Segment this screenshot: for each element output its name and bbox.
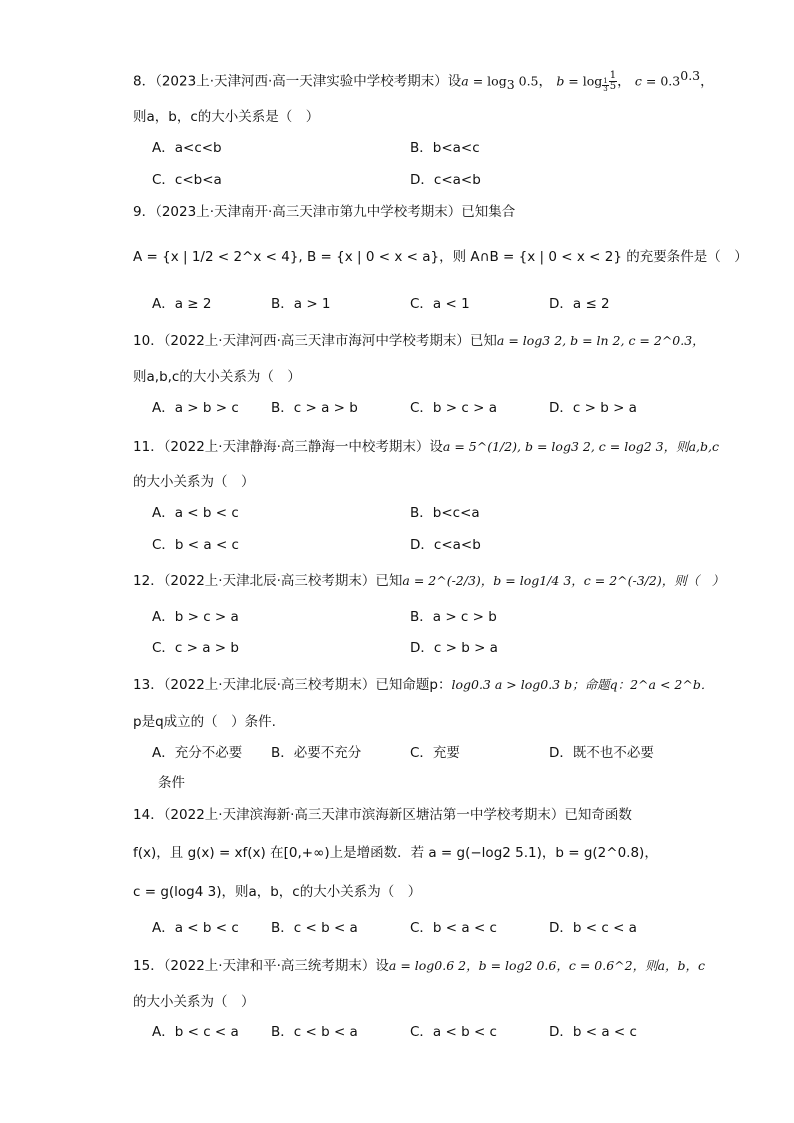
- option-d[interactable]: D．c > b > a: [410, 640, 498, 656]
- option-a[interactable]: A．a<c<b: [152, 140, 222, 156]
- option-d[interactable]: D．c<a<b: [410, 172, 481, 188]
- question-source: （2022上·天津和平·高三统考期末）: [163, 958, 376, 974]
- question-source: （2023上·天津河西·高一天津实验中学校考期末）: [155, 73, 448, 90]
- question-13-stem-line2: p是q成立的（ ）条件.: [133, 714, 276, 730]
- question-source: （2023上·天津南开·高三天津市第九中学校考期末）: [155, 204, 462, 220]
- question-number: 10: [133, 333, 151, 349]
- question-9-formula: A = {x | 1/2 < 2^x < 4}, B = {x | 0 < x < a}，则 A∩B = {x | 0 < x < 2} 的充要条件是（ ）: [133, 249, 748, 265]
- option-a-continued: 条件: [158, 775, 185, 791]
- option-d[interactable]: D．c<a<b: [410, 537, 481, 553]
- question-12-stem: 12．（2022上·天津北辰·高三校考期末）已知a = 2^(-2/3)，b = log1/4 3，c = 2^(-3/2)，则（ ）: [133, 573, 725, 589]
- option-c[interactable]: C．b > c > a: [410, 400, 497, 416]
- question-number: 9: [133, 204, 142, 220]
- question-formula: a = log3 2, b = ln 2, c = 2^0.3，: [496, 333, 705, 348]
- option-c[interactable]: C．c > a > b: [152, 640, 239, 656]
- option-b[interactable]: B．c > a > b: [271, 400, 358, 416]
- question-source: （2022上·天津北辰·高三校考期末）: [163, 573, 376, 589]
- question-formula: a = 2^(-2/3)，b = log1/4 3，c = 2^(-3/2)，则（ ）: [402, 573, 725, 588]
- question-number: 11: [133, 439, 151, 455]
- option-a[interactable]: A．b < c < a: [152, 1024, 239, 1040]
- option-d[interactable]: D．b < c < a: [549, 920, 637, 936]
- option-c[interactable]: C．c<b<a: [152, 172, 222, 188]
- question-source: （2022上·天津滨海新·高三天津市滨海新区塘沽第一中学校考期末）: [163, 807, 565, 823]
- option-d[interactable]: D．既不也不必要: [549, 745, 654, 761]
- question-number: 15: [133, 958, 151, 974]
- option-a[interactable]: A．a < b < c: [152, 920, 239, 936]
- option-a[interactable]: A．a ≥ 2: [152, 296, 212, 312]
- question-14-stem-line2: f(x)，且 g(x) = xf(x) 在[0,+∞)上是增函数．若 a = g(−log2 5.1)，b = g(2^0.8)，: [133, 845, 658, 861]
- option-c[interactable]: C．a < 1: [410, 296, 470, 312]
- option-b[interactable]: B．b<a<c: [410, 140, 480, 156]
- question-source: （2022上·天津北辰·高三校考期末）: [163, 677, 376, 693]
- option-d[interactable]: D．a ≤ 2: [549, 296, 610, 312]
- question-10-stem: 10．（2022上·天津河西·高三天津市海河中学校考期末）已知a = log3 2, b = ln 2, c = 2^0.3，: [133, 333, 705, 349]
- question-8-stem: 8．（2023上·天津河西·高一天津实验中学校考期末）设$a = \log_3 0.5$， b = log $_{\frac{1}{3}}$ $\frac{1}{5}$ ， $c = 0.3^{0.3}$，: [133, 68, 714, 94]
- option-b[interactable]: B．必要不充分: [271, 745, 362, 761]
- question-source: （2022上·天津河西·高三天津市海河中学校考期末）: [163, 333, 470, 349]
- question-11-stem-line2: 的大小关系为（ ）: [133, 474, 255, 490]
- question-14-stem-line3: c = g(log4 3)，则a，b，c的大小关系为（ ）: [133, 884, 422, 900]
- option-b[interactable]: B．c < b < a: [271, 920, 358, 936]
- option-d[interactable]: D．c > b > a: [549, 400, 637, 416]
- question-15-stem-line2: 的大小关系为（ ）: [133, 994, 255, 1010]
- question-source: （2022上·天津静海·高三静海一中校考期末）: [163, 439, 430, 455]
- option-b[interactable]: B．c < b < a: [271, 1024, 358, 1040]
- question-number: 12: [133, 573, 151, 589]
- question-9-stem: 9．（2023上·天津南开·高三天津市第九中学校考期末）已知集合: [133, 204, 516, 220]
- question-formula: a = log0.6 2，b = log2 0.6，c = 0.6^2，则a，b，c: [388, 958, 706, 973]
- question-formula: log0.3 a > log0.3 b；命题q：2^a < 2^b．: [451, 677, 714, 692]
- question-13-stem: 13．（2022上·天津北辰·高三校考期末）已知命题p：log0.3 a > log0.3 b；命题q：2^a < 2^b．: [133, 677, 714, 693]
- question-number: 13: [133, 677, 151, 693]
- question-number: 14: [133, 807, 151, 823]
- question-14-stem: 14．（2022上·天津滨海新·高三天津市滨海新区塘沽第一中学校考期末）已知奇函数: [133, 807, 632, 823]
- option-c[interactable]: C．b < a < c: [410, 920, 497, 936]
- option-a[interactable]: A．充分不必要: [152, 745, 243, 761]
- option-b[interactable]: B．a > 1: [271, 296, 331, 312]
- question-10-stem-line2: 则a,b,c的大小关系为（ ）: [133, 369, 301, 385]
- question-15-stem: 15．（2022上·天津和平·高三统考期末）设a = log0.6 2，b = log2 0.6，c = 0.6^2，则a，b，c: [133, 958, 706, 974]
- question-8-stem-line2: 则a，b，c的大小关系是（ ）: [133, 109, 320, 125]
- option-a[interactable]: A．b > c > a: [152, 609, 239, 625]
- option-d[interactable]: D．b < a < c: [549, 1024, 637, 1040]
- question-formula: a = 5^(1/2), b = log3 2, c = log2 3，则a,b,c: [442, 439, 720, 454]
- option-c[interactable]: C．充要: [410, 745, 460, 761]
- option-a[interactable]: A．a < b < c: [152, 505, 239, 521]
- question-number: 8: [133, 73, 142, 90]
- option-c[interactable]: C．a < b < c: [410, 1024, 497, 1040]
- option-b[interactable]: B．b<c<a: [410, 505, 480, 521]
- option-c[interactable]: C．b < a < c: [152, 537, 239, 553]
- question-11-stem: 11．（2022上·天津静海·高三静海一中校考期末）设a = 5^(1/2), b = log3 2, c = log2 3，则a,b,c: [133, 439, 720, 455]
- option-b[interactable]: B．a > c > b: [410, 609, 497, 625]
- option-a[interactable]: A．a > b > c: [152, 400, 239, 416]
